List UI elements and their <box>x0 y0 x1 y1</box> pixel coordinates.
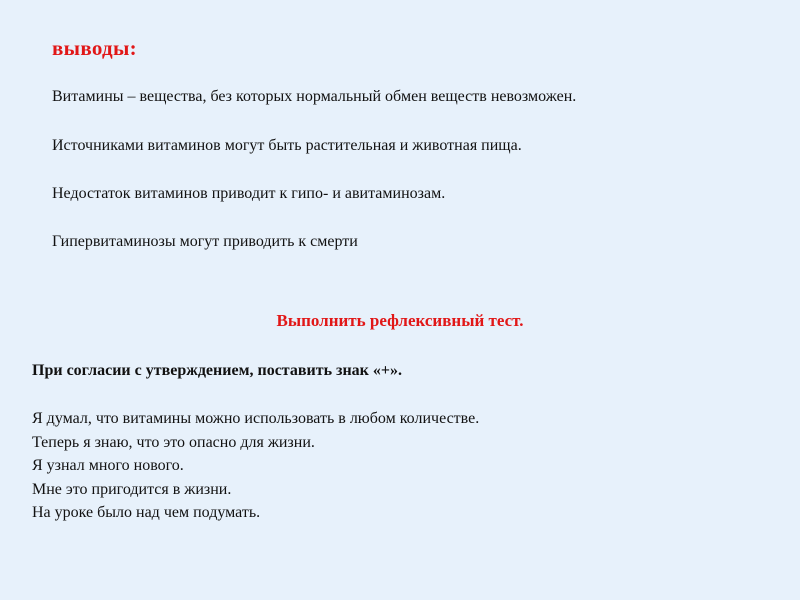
test-statement: Я узнал много нового. <box>32 457 184 474</box>
conclusion-text: Недостаток витаминов приводит к гипо- и авитаминозам. <box>52 185 446 202</box>
test-instruction: При согласии с утверждением, поставить знак «+». <box>32 362 403 379</box>
test-statement: Мне это пригодится в жизни. <box>32 480 232 498</box>
conclusions-heading: выводы: <box>52 36 137 60</box>
test-statement: Я думал, что витамины можно использовать в любом количестве. <box>32 410 480 427</box>
conclusion-text: Гипервитаминозы могут приводить к смерти <box>52 233 358 250</box>
test-statement: На уроке было над чем подумать. <box>32 504 261 521</box>
conclusion-text: Витамины – вещества, без которых нормальный обмен веществ невозможен. <box>52 88 577 105</box>
test-statement: Теперь я знаю, что это опасно для жизни. <box>32 433 315 451</box>
test-statement-list <box>32 407 479 525</box>
conclusion-text: Источниками витаминов могут быть растительная и животная пища. <box>52 137 522 154</box>
reflexive-test-title: Выполнить рефлексивный тест. <box>276 311 524 330</box>
